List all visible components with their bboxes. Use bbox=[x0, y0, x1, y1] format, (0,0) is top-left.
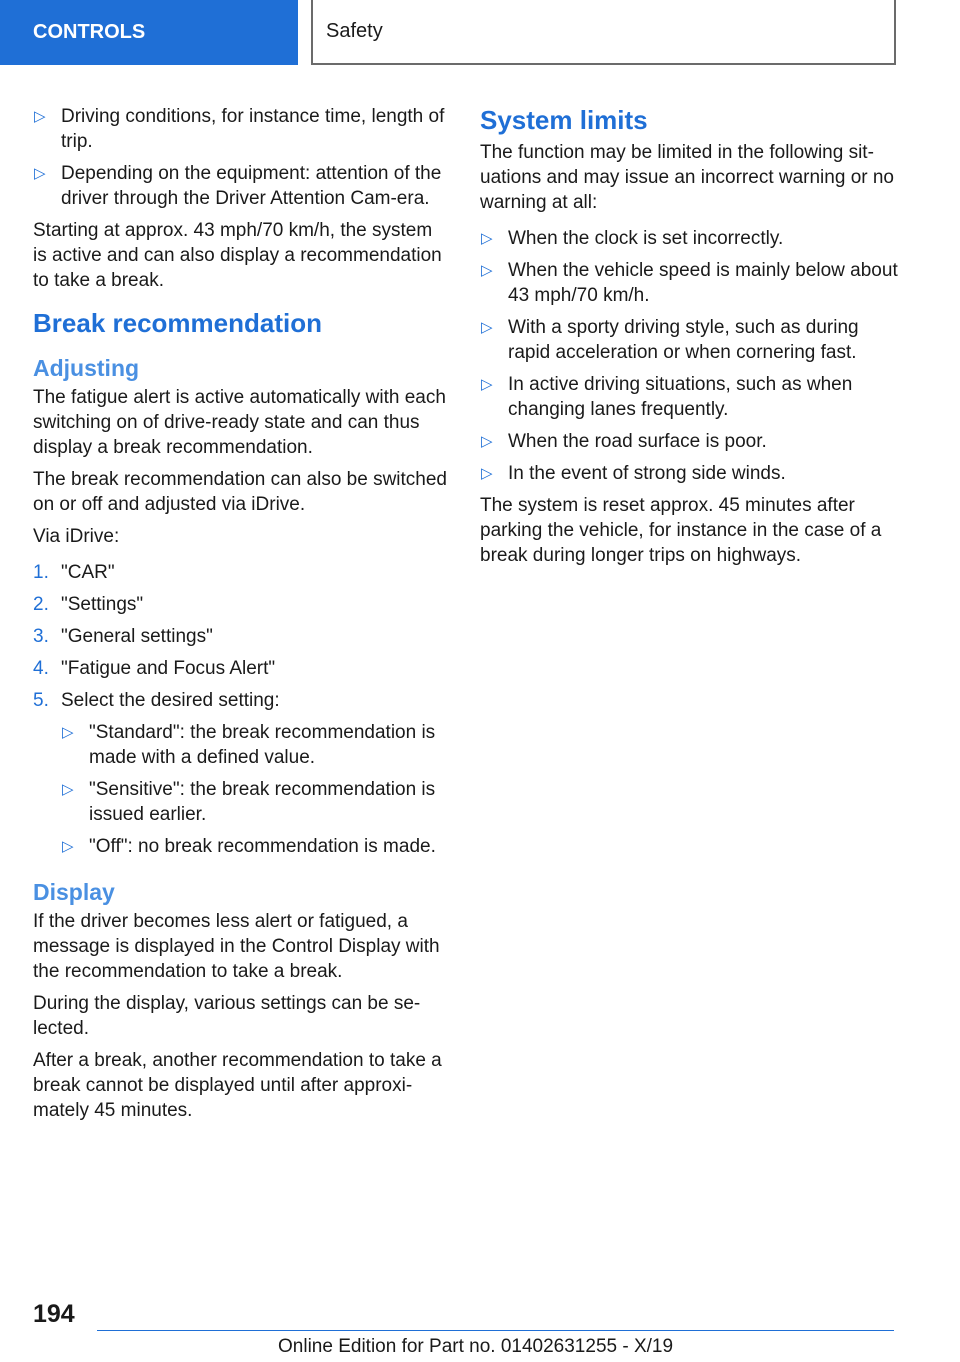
list-item: ▷ "Standard": the break recommendation is made with a defined value. bbox=[62, 722, 436, 768]
list-item: ▷ When the road surface is poor. bbox=[481, 431, 767, 452]
triangle-bullet-icon: ▷ bbox=[62, 838, 74, 855]
triangle-bullet-icon: ▷ bbox=[481, 376, 493, 393]
left-column bbox=[33, 104, 449, 1130]
adjusting-paragraph-3: Via iDrive: bbox=[33, 526, 120, 547]
list-item: ▷ When the clock is set incorrectly. bbox=[481, 228, 784, 249]
list-item: ▷ "Sensitive": the break recommendation is issued earlier. bbox=[62, 779, 436, 825]
triangle-bullet-icon: ▷ bbox=[34, 108, 46, 125]
list-item: ▷ "Off": no break recommendation is made. bbox=[62, 836, 436, 857]
display-paragraph-1: If the driver becomes less alert or fatigued, a message is displayed in the Control Display with the recommendation to take a break. bbox=[33, 911, 440, 982]
list-item: ▷ In active driving situations, such as when changing lanes frequently. bbox=[481, 374, 853, 420]
triangle-bullet-icon: ▷ bbox=[481, 230, 493, 247]
heading-adjusting: Adjusting bbox=[33, 355, 140, 381]
triangle-bullet-icon: ▷ bbox=[481, 465, 493, 482]
footer-divider bbox=[97, 1330, 894, 1331]
list-item: ▷ In the event of strong side winds. bbox=[481, 463, 786, 484]
triangle-bullet-icon: ▷ bbox=[481, 262, 493, 279]
triangle-bullet-icon: ▷ bbox=[62, 724, 74, 741]
header-topic-label: Safety bbox=[326, 20, 383, 42]
intro-paragraph: Starting at approx. 43 mph/70 km/h, the system is active and can also display a recommendation to take a break. bbox=[33, 220, 442, 291]
intro-bullet-list bbox=[33, 104, 449, 211]
display-paragraph-3: After a break, another recommendation to take a break cannot be displayed until after approxi‐mately 45 minutes. bbox=[33, 1050, 442, 1121]
header-topic-tab bbox=[311, 0, 896, 65]
step-item: 4. "Fatigue and Focus Alert" bbox=[33, 658, 276, 679]
limits-bullet-list bbox=[480, 226, 900, 486]
triangle-bullet-icon: ▷ bbox=[481, 433, 493, 450]
display-paragraph-2: During the display, various settings can be se‐lected. bbox=[33, 993, 421, 1039]
triangle-bullet-icon: ▷ bbox=[481, 319, 493, 336]
limits-paragraph-1: The function may be limited in the following sit‐uations and may issue an incorrect warning or no warning at all: bbox=[480, 142, 895, 213]
right-column bbox=[480, 104, 900, 575]
heading-display: Display bbox=[33, 879, 115, 905]
limits-paragraph-2: The system is reset approx. 45 minutes after parking the vehicle, for instance in the case of a break during longer trips on highways. bbox=[480, 495, 882, 566]
step-item: 5. Select the desired setting: ▷ "Standard": the break recommendation is made with a defined value. ▷ "Sensitive": the break recommendation is issued earlier. ▷ "Off": no break recommendation is made. bbox=[33, 688, 449, 859]
footer-edition-text: Online Edition for Part no. 01402631255 - X/19 bbox=[278, 1336, 674, 1357]
triangle-bullet-icon: ▷ bbox=[62, 781, 74, 798]
adjusting-paragraph-1: The fatigue alert is active automatically with each switching on of drive-ready state and can thus display a break recommendation. bbox=[33, 387, 446, 458]
list-item: ▷ With a sporty driving style, such as during rapid acceleration or when cornering fast. bbox=[481, 317, 859, 363]
setting-options-list bbox=[61, 720, 449, 859]
step-item: 3. "General settings" bbox=[33, 626, 213, 647]
header-section-tab bbox=[0, 0, 298, 65]
adjusting-paragraph-2: The break recommendation can also be switched on or off and adjusted via iDrive. bbox=[33, 469, 448, 515]
step-item: 2. "Settings" bbox=[33, 594, 144, 615]
list-item: ▷ Depending on the equipment: attention of the driver through the Driver Attention Cam‐era. bbox=[34, 163, 442, 209]
heading-break-recommendation: Break recommendation bbox=[33, 308, 322, 338]
page-number: 194 bbox=[33, 1300, 75, 1328]
steps-list bbox=[33, 560, 449, 859]
triangle-bullet-icon: ▷ bbox=[34, 165, 46, 182]
step-item: 1. "CAR" bbox=[33, 562, 115, 583]
list-item: ▷ When the vehicle speed is mainly below about 43 mph/70 km/h. bbox=[481, 260, 898, 306]
header-section-label: CONTROLS bbox=[33, 21, 146, 43]
list-item: ▷ Driving conditions, for instance time, length of trip. bbox=[34, 106, 445, 152]
heading-system-limits: System limits bbox=[480, 105, 648, 135]
